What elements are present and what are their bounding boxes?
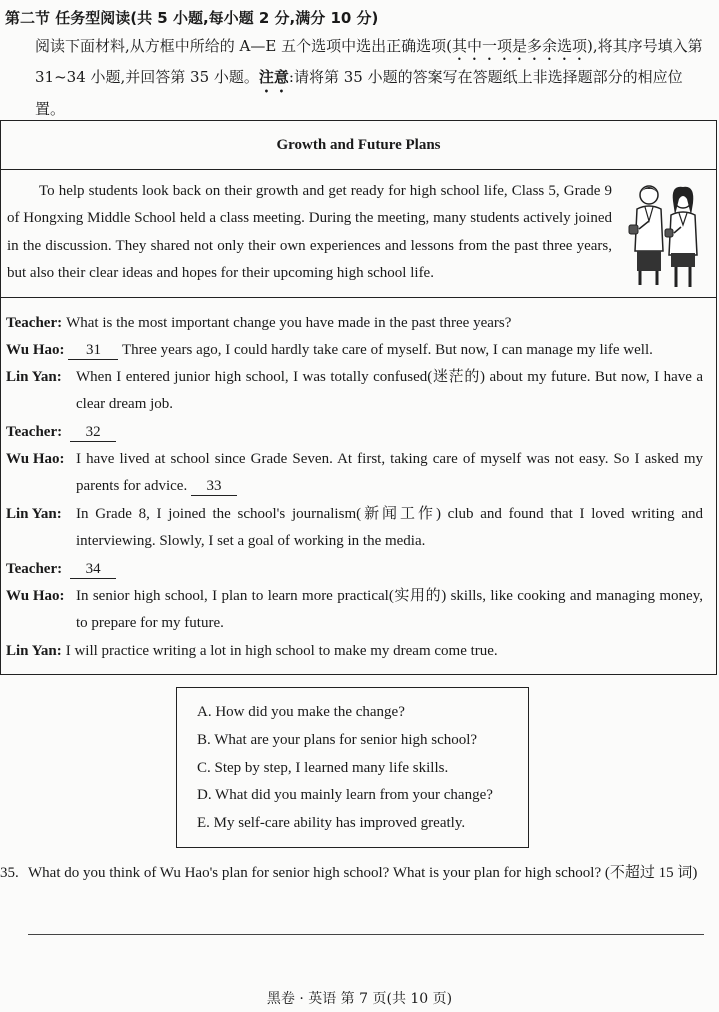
question-35: [0, 860, 712, 888]
dialogue-line: [6, 337, 703, 364]
section-heading: 第二节 任务型阅读(共 5 小题,每小题 2 分,满分 10 分): [5, 9, 379, 27]
speaker: Wu Hao:: [6, 342, 65, 358]
line-text: What is the most important change you have made in the past three years?: [66, 315, 512, 331]
passage-title-row: [1, 121, 716, 170]
answer-line[interactable]: [28, 934, 704, 935]
speaker: Wu Hao:: [6, 451, 65, 467]
speaker: Lin Yan:: [6, 506, 62, 522]
section-divider: [1, 297, 716, 298]
dialogue-line: [6, 638, 703, 665]
dialogue-line: [6, 556, 703, 583]
dialogue-line: [6, 419, 703, 446]
option-c: C. Step by step, I learned many life skills.: [197, 760, 449, 776]
speaker: Wu Hao:: [6, 588, 65, 604]
passage-intro: [7, 178, 612, 287]
intro-text: To help students look back on their growth and get ready for high school life, Class 5, Grade 9 of Hongxing Middle School held a class meeting. During the meeting, many students actively joined in the discussion. They shared not only their own experiences and lessons from the past three years, but also their clear ideas and hopes for their upcoming high school life.: [7, 183, 612, 281]
page-footer: 黑卷 · 英语 第 7 页(共 10 页): [266, 991, 453, 1007]
instructions-part-a: 阅读下面材料,从方框中所给的 A—E 五个选项中选出正确选项(: [35, 37, 452, 55]
dialogue-line: [6, 583, 703, 638]
speaker: Lin Yan:: [6, 643, 62, 659]
option-a: A. How did you make the change?: [197, 704, 405, 720]
line-text: In Grade 8, I joined the school's journalism(新闻工作) club and found that I loved writing and interviewing. Slowly, I set a goal of working in the media.: [76, 506, 703, 550]
dialogue-line: [6, 446, 703, 501]
line-text: I will practice writing a lot in high school to make my dream come true.: [65, 643, 498, 659]
answer-blank-33[interactable]: 33: [191, 477, 237, 496]
answer-blank-31[interactable]: 31: [68, 341, 118, 360]
speaker: Teacher:: [6, 315, 63, 331]
line-text: In senior high school, I plan to learn more practical(实用的) skills, like cooking and managing money, to prepare for my future.: [76, 588, 703, 632]
line-text: When I entered junior high school, I was totally confused(迷茫的) about my future. But now, I have a clear dream job.: [76, 369, 703, 413]
answer-blank-34[interactable]: 34: [70, 560, 116, 579]
note-label: 注意: [258, 68, 289, 86]
passage-title: Growth and Future Plans: [276, 136, 441, 153]
instructions: [5, 33, 708, 123]
dialogue-line: [6, 310, 703, 337]
students-illustration: [627, 181, 707, 291]
line-text: I have lived at school since Grade Seven. At first, taking care of myself was not easy. So I asked my parents for advice.: [76, 451, 703, 495]
line-text: Three years ago, I could hardly take care of myself. But now, I can manage my life well.: [118, 342, 653, 358]
speaker: Teacher:: [6, 424, 63, 440]
instructions-part-c: :请将第 35 小题的答案写在答题纸上非选择题部分的相应位置。: [35, 68, 683, 118]
dialogue-line: [6, 364, 703, 419]
answer-blank-32[interactable]: 32: [70, 423, 116, 442]
instructions-emphasis: 其中一项是多余选项: [451, 37, 587, 55]
option-b: B. What are your plans for senior high school?: [197, 732, 478, 748]
speaker: Lin Yan:: [6, 369, 62, 385]
speaker: Teacher:: [6, 561, 63, 577]
option-e: E. My self-care ability has improved greatly.: [197, 815, 466, 831]
question-text: What do you think of Wu Hao's plan for senior high school? What is your plan for high school? (不超过 15 词): [28, 865, 698, 881]
question-number: 35.: [0, 865, 19, 881]
dialogue-line: [6, 501, 703, 556]
instructions-part-b: ),将其序号填入第 31~34 小题,并回答第 35 小题。: [35, 37, 703, 86]
options-box: [176, 687, 529, 848]
option-d: D. What did you mainly learn from your change?: [197, 787, 493, 803]
